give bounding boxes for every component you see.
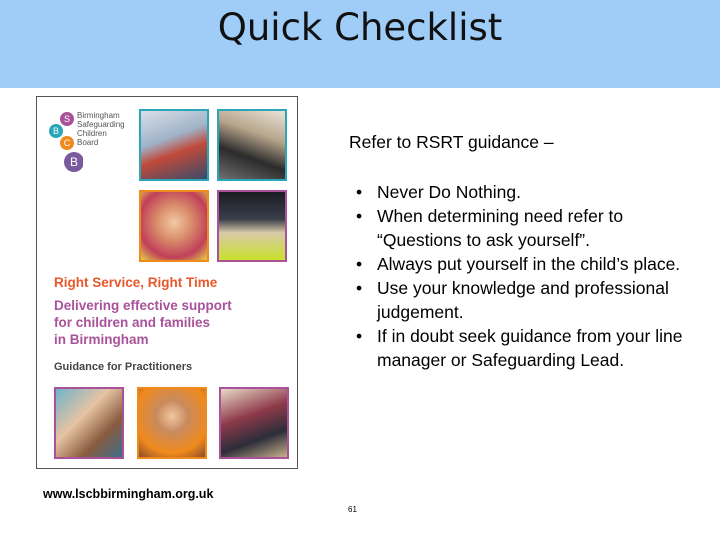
- slide-title: Quick Checklist: [217, 6, 503, 49]
- logo-letter: B: [69, 155, 79, 169]
- logo-letter: S: [63, 114, 71, 124]
- checklist: [352, 180, 692, 372]
- photo-teenager-reading: [219, 387, 289, 459]
- logo-letter: B: [52, 126, 60, 136]
- photo-family-group: [54, 387, 124, 459]
- photo-woman-smiling: [137, 387, 207, 459]
- page-number: 61: [348, 505, 357, 514]
- title-bar: [0, 0, 720, 88]
- photo-girl-smiling: [139, 190, 209, 262]
- photo-teens-laptop: [217, 109, 287, 181]
- checklist-item: • Use your knowledge and professional judgement.: [352, 276, 692, 324]
- checklist-item: • Never Do Nothing.: [352, 180, 692, 204]
- logo-text: Birmingham Safeguarding Children Board: [77, 111, 125, 147]
- guidance-cover-image: [36, 96, 298, 469]
- photo-children-computer: [139, 109, 209, 181]
- refer-guidance-text: Refer to RSRT guidance –: [349, 132, 554, 152]
- checklist-item: • Always put yourself in the child’s place.: [352, 252, 692, 276]
- cover-subheading: Delivering effective support for children and families in Birmingham: [54, 298, 232, 347]
- photo-police-officers: [217, 190, 287, 262]
- checklist-item: • If in doubt seek guidance from your line manager or Safeguarding Lead.: [352, 324, 692, 372]
- cover-tagline: Guidance for Practitioners: [54, 361, 193, 373]
- logo-letter: C: [63, 138, 71, 148]
- cover-heading: Right Service, Right Time: [54, 275, 218, 290]
- website-url: www.lscbbirmingham.org.uk: [43, 487, 214, 501]
- checklist-item: • When determining need refer to “Questions to ask yourself”.: [352, 204, 692, 252]
